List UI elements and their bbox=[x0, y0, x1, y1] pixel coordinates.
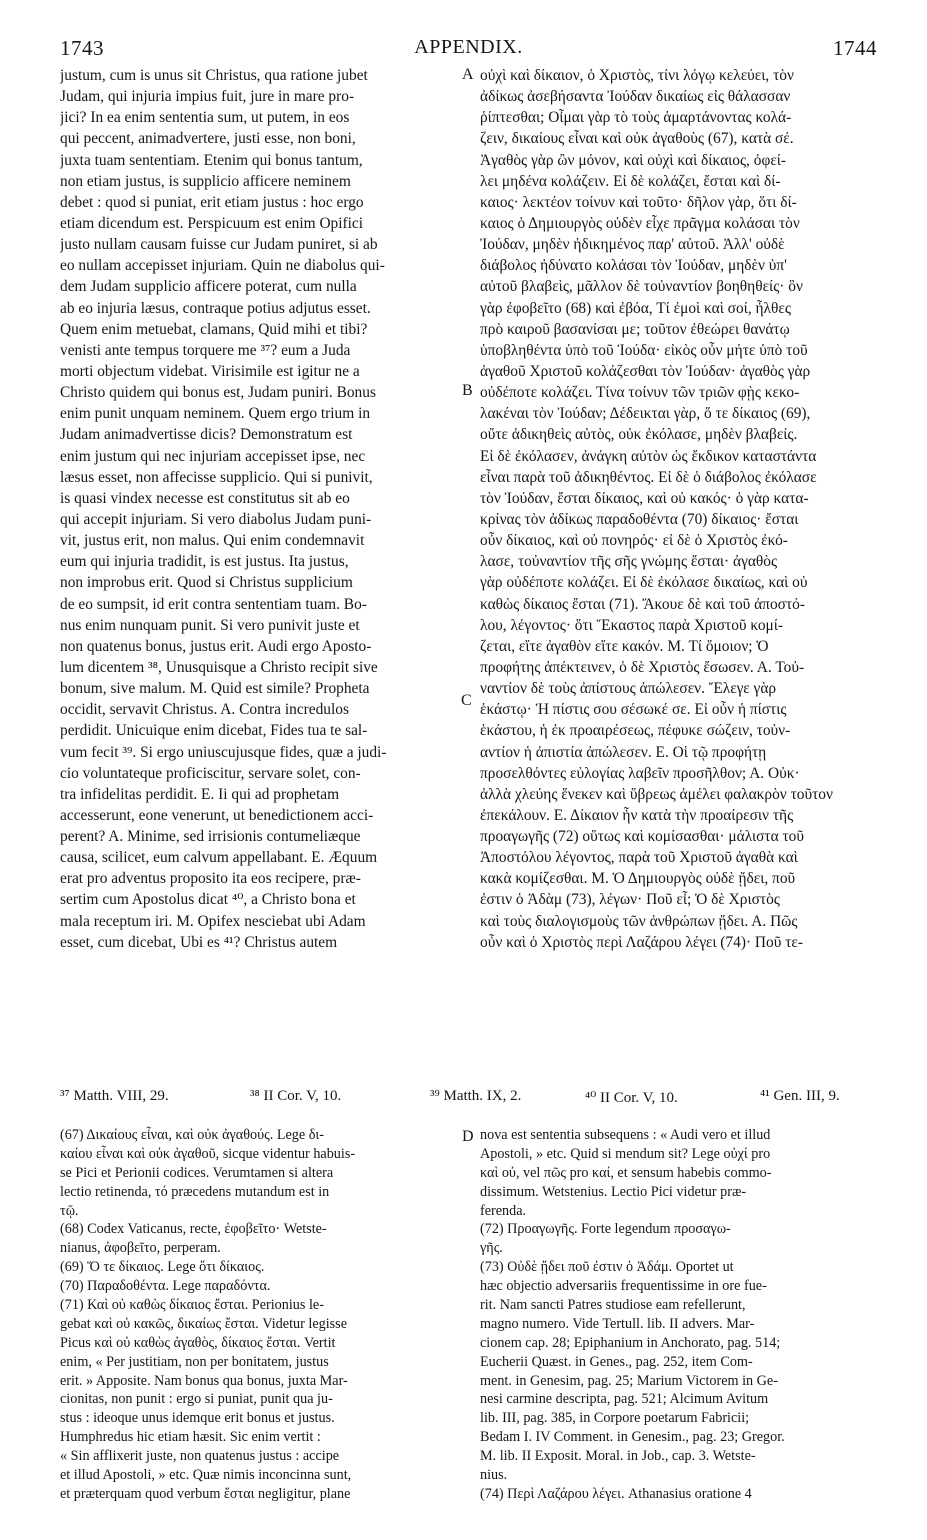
latin-text-line: causa, scilicet, eum calvum appellabant. E. Æquum bbox=[60, 849, 378, 867]
latin-text-line: is quasi vindex necesse est constitutus sit ab eo bbox=[60, 489, 350, 507]
note-line: nova est sententia subsequens : « Audi vero et illud bbox=[480, 1127, 771, 1143]
greek-text-line: λακέναι τὸν Ἰούδαν; Δέδεικται γὰρ, ὅ τε δίκαιος (69), bbox=[480, 405, 811, 423]
latin-text-line: esset, cum dicebat, Ubi es ⁴¹? Christus autem bbox=[60, 933, 338, 951]
greek-text-line: ἐπεκάλουν. Ε. Δίκαιον ἦν κατὰ τὴν προαίρεσιν τῆς bbox=[480, 806, 794, 824]
greek-text-line: εἶναι παρὰ τοῦ ἀδικηθέντος. Εἰ δὲ ὁ διάβολος ἐκόλασε bbox=[480, 468, 817, 486]
note-line: dissimum. Wetstenius. Lectio Pici videtur præ- bbox=[480, 1183, 747, 1200]
greek-text-line: ὑποβληθέντα ὑπὸ τοῦ Ἰούδα· εἰκὸς οὖν μήτε ὑπὸ τοῦ bbox=[480, 341, 808, 359]
note-line: et præterquam quod verbum ἔσται negligitur, plane bbox=[60, 1485, 351, 1502]
latin-text-line: dem Judam supplicio afficere poterat, cum nulla bbox=[60, 278, 357, 296]
latin-text-line: sertim cum Apostolus dicat ⁴⁰, a Christo bona et bbox=[60, 891, 356, 909]
notes-column-left bbox=[60, 1126, 460, 1504]
greek-text-line: οὐχὶ καὶ δίκαιον, ὁ Χριστὸς, τίνι λόγῳ κελεύει, τὸν bbox=[480, 67, 794, 84]
greek-text-line: κακὰ κομίζεσθαι. Μ. Ὁ Δημιουργὸς οὐδὲ ᾔδει, ποῦ bbox=[480, 870, 796, 888]
latin-text-line: occidit, servavit Christus. A. Contra incredulos bbox=[60, 701, 349, 719]
latin-text-line: non etiam justus, is supplicio afficere neminem bbox=[60, 172, 351, 190]
section-marker-c: C bbox=[461, 692, 472, 709]
note-line: cionem cap. 28; Epiphanium in Anchorato, pag. 514; bbox=[480, 1334, 781, 1351]
note-line: hæc objectio adversariis frequentissime in ore fue- bbox=[480, 1278, 767, 1295]
latin-text-line: morti objectum videbat. Virisimile est igitur ne a bbox=[60, 362, 360, 380]
note-line: (69) Ὅ τε δίκαιος. Lege ὅτι δίκαιος. bbox=[60, 1259, 265, 1276]
greek-text-line: καιος· λεκτέον τοίνυν καὶ τοῦτο· δῆλον γὰρ, ὅτι δί- bbox=[480, 193, 797, 211]
greek-text-line: αντίον ἡ ἀπιστία ἀπώλεσεν. Ε. Οἱ τῷ προφήτῃ bbox=[480, 743, 767, 761]
note-line: se Pici et Perionii codices. Verumtamen si altera bbox=[60, 1164, 334, 1181]
note-line: « Sin afflixerit juste, non quatenus justus : accipe bbox=[60, 1448, 340, 1465]
greek-text-line: οὖν καὶ ὁ Χριστὸς περὶ Λαζάρου λέγει (74)· Ποῦ τε- bbox=[480, 933, 803, 951]
greek-text-line: καιος ὁ Δημιουργὸς οὐδὲν εἶχε πρᾶγμα κολάσαι τὸν bbox=[480, 214, 800, 232]
latin-text-line: erat pro adventus proposito ita eos recipere, præ- bbox=[60, 870, 361, 888]
latin-text-line: vum fecit ³⁹. Si ergo uniuscujusque fides, quæ a judi- bbox=[60, 743, 387, 761]
latin-text-line: debet : quod si puniat, erit etiam justus : hoc ergo bbox=[60, 193, 364, 211]
latin-text-line: tra infidelitas perdidit. E. Ii qui ad prophetam bbox=[60, 785, 340, 803]
note-line: nianus, ἀφοβεῖτο, perperam. bbox=[60, 1240, 221, 1257]
note-line: lib. III, pag. 385, in Corpore poetarum Fabricii; bbox=[480, 1410, 750, 1427]
greek-text-line: πρὸ καιροῦ βασανίσαι με; τοῦτον ἐθεώρει θανάτῳ bbox=[480, 320, 790, 338]
greek-text-line: ἀγαθοῦ Χριστοῦ κολάζεσθαι τὸν Ἰούδαν· ἀγαθὸς γὰρ bbox=[480, 362, 811, 380]
note-line: et illud Apostoli, » etc. Quæ nimis inconcinna sunt, bbox=[60, 1467, 352, 1484]
latin-text-line: bonum, sive malum. M. Quid est simile? Propheta bbox=[60, 680, 370, 698]
latin-text-line: læsus esset, non affecisse supplicio. Qui si punivit, bbox=[60, 468, 373, 486]
note-line: Eucherii Quæst. in Genes., pag. 252, item Com- bbox=[480, 1353, 753, 1370]
note-line: ferenda. bbox=[480, 1202, 527, 1219]
greek-text-line: λασε, τοὐναντίον τῆς σῆς γνώμης ἔσται· ἀγαθὸς bbox=[480, 553, 778, 571]
note-line: (68) Codex Vaticanus, recte, ἐφοβεῖτο· Wetste- bbox=[60, 1221, 327, 1238]
greek-text-line: ἐστιν ὁ Ἀδὰμ (73), λέγων· Ποῦ εἶ; Ὁ δὲ Χριστὸς bbox=[480, 891, 780, 909]
note-line: (67) Δικαίους εἶναι, καὶ οὐκ ἀγαθούς. Lege δι- bbox=[60, 1127, 324, 1143]
latin-text-line: mala receptum iri. M. Opifex nesciebat ubi Adam bbox=[60, 912, 366, 930]
note-line: M. lib. II Exposit. Moral. in Job., cap. 3. Wetste- bbox=[480, 1448, 756, 1465]
latin-text-line: accesserunt, eone venerunt, ut benedictionem acci- bbox=[60, 806, 374, 824]
latin-text-line: justo nullam causam fuisse cur Judam puniret, si ab bbox=[60, 236, 378, 254]
latin-text-line: venisti ante tempus torquere me ³⁷? eum a Juda bbox=[60, 341, 351, 359]
latin-text-line: jici? In ea enim sententia sum, ut putem, in eos bbox=[60, 109, 350, 127]
note-line: (70) Παραδοθέντα. Lege παραδόντα. bbox=[60, 1278, 271, 1295]
scripture-references bbox=[60, 1088, 887, 1112]
greek-text-line: Εἰ δὲ ἐκόλασεν, ἀνάγκη αὐτὸν ὡς ἔκδικον καταστάντα bbox=[480, 447, 817, 465]
latin-text-line: Judam animadvertisse dicis? Demonstratum est bbox=[60, 426, 353, 444]
greek-text-line: ναντίον δὲ τοὺς ἀπίστους ἀπώλεσεν. Ἔλεγε γὰρ bbox=[480, 680, 777, 698]
note-line: magno numero. Vide Tertull. lib. II advers. Mar- bbox=[480, 1315, 755, 1332]
greek-text-line: ζεται, εἴτε ἀγαθὸν εἴτε κακόν. Μ. Τί ὅμοιον; Ὁ bbox=[480, 637, 769, 655]
latin-text-line: Christo quidem qui bonus est, Judam puniri. Bonus bbox=[60, 384, 376, 402]
latin-text-line: etiam dicendum est. Perspicuum est enim Opifici bbox=[60, 214, 364, 232]
latin-text-line: eo nullam accepisset injuriam. Quin ne diabolus qui- bbox=[60, 257, 385, 275]
greek-text-column bbox=[480, 65, 895, 953]
greek-text-line: αὐτοῦ βλαβεὶς, μᾶλλον δὲ τοὐναντίον βοηθηθείς· ὃν bbox=[480, 278, 803, 296]
greek-text-line: προαγωγῆς (72) οὕτως καὶ κομίσασθαι· μάλιστα τοῦ bbox=[480, 828, 804, 846]
latin-text-line: Judam, qui injuria impius fuit, jure in mare pro- bbox=[60, 88, 355, 106]
greek-text-line: οὖν δίκαιος, καὶ οὐ πονηρός· εἰ δὲ ὁ Χριστὸς ἐκό- bbox=[480, 532, 788, 550]
latin-text-column bbox=[60, 65, 460, 953]
greek-text-line: ἑκάστῳ· Ἡ πίστις σου σέσωκέ σε. Εἰ οὖν ἡ πίστις bbox=[480, 701, 787, 719]
latin-text-line: enim justum qui nec injuriam accepisset ipse, nec bbox=[60, 447, 366, 465]
greek-text-line: ἑκάστου, ἡ ἐκ προαιρέσεως, πέφυκε σώζειν, τοὐν- bbox=[480, 722, 791, 740]
note-line: nius. bbox=[480, 1467, 508, 1484]
notes-column-right bbox=[480, 1126, 895, 1504]
note-line: (71) Καὶ οὐ καθὼς δίκαιος ἔσται. Perionius le- bbox=[60, 1297, 324, 1314]
greek-text-line: Ἀγαθὸς γὰρ ὢν μόνον, καὶ οὐχὶ καὶ δίκαιος, ὀφεί- bbox=[480, 151, 787, 169]
greek-text-line: οὐδέποτε κολάζει. Τίνα τοίνυν τῶν τριῶν φῂς κεκο- bbox=[480, 384, 800, 402]
note-line: Picus καὶ οὐ καθὼς ἀγαθὸς, δίκαιος ἔσται. Vertit bbox=[60, 1334, 336, 1351]
page-header bbox=[60, 36, 877, 62]
latin-text-line: de eo sumpsit, id erit contra sententiam tuam. Bo- bbox=[60, 595, 367, 613]
greek-text-line: τὸν Ἰούδαν, ἔσται δίκαιος, καὶ οὐ κακός· ὁ γὰρ κατα- bbox=[480, 489, 809, 507]
latin-text-line: non improbus erit. Quod si Christus supplicium bbox=[60, 574, 353, 592]
column-number-left: 1743 bbox=[60, 36, 104, 60]
greek-text-line: γὰρ οὐδέποτε κολάζει. Εἰ δὲ ἐκόλασε δικαίως, καὶ οὐ bbox=[480, 574, 808, 592]
running-title: APPENDIX. bbox=[414, 36, 523, 58]
latin-text-line: justum, cum is unus sit Christus, qua ratione jubet bbox=[60, 67, 368, 84]
latin-text-line: lum dicentem ³⁸, Unusquisque a Christo recipit sive bbox=[60, 658, 378, 676]
greek-text-line: λει μηδένα κολάζειν. Εἰ δὲ κολάζει, ἔσται καὶ δί- bbox=[480, 172, 781, 190]
greek-text-line: καὶ τοὺς διαλογισμοὺς τῶν ἀνθρώπων ᾔδει. Α. Πῶς bbox=[480, 912, 798, 930]
greek-text-line: Ἰούδαν, μηδὲν ἠδικημένος παρ' αὐτοῦ. Ἀλλ' οὐδὲ bbox=[480, 236, 785, 254]
note-line: ment. in Genesim, pag. 25; Marium Victorem in Ge- bbox=[480, 1372, 778, 1389]
note-line: stus : ideoque unus idemque erit bonus et justus. bbox=[60, 1410, 335, 1427]
latin-text-line: ab eo injuria læsus, contraque potius adjutus esset. bbox=[60, 299, 371, 317]
latin-text-line: cio voluntateque proficiscitur, servare solet, con- bbox=[60, 764, 361, 782]
reference-item: ⁴⁰ II Cor. V, 10. bbox=[585, 1090, 678, 1106]
note-line: (72) Προαγωγῆς. Forte legendum προσαγω- bbox=[480, 1221, 731, 1238]
note-line: γῆς. bbox=[480, 1240, 503, 1257]
greek-text-line: οὔτε ἀδικηθεὶς αὐτὸς, οὐκ ἐκόλασε, μηδὲν βλαβείς. bbox=[480, 426, 798, 444]
note-line: καίου εἶναι καὶ οὐκ ἀγαθοῦ, sicque videntur habuis- bbox=[60, 1145, 356, 1162]
greek-text-line: διάβολος ἠδύνατο κολάσαι τὸν Ἰούδαν, μηδὲν ὑπ' bbox=[480, 257, 787, 275]
latin-text-line: non quatenus bonus, justus erit. Audi ergo Aposto- bbox=[60, 637, 372, 655]
latin-text-line: eum qui injuria tradidit, is est justus. Ita justus, bbox=[60, 553, 349, 571]
reference-item: ³⁹ Matth. IX, 2. bbox=[430, 1088, 522, 1104]
greek-text-line: λου, λέγοντος· ὅτι Ἕκαστος παρὰ Χριστοῦ κομί- bbox=[480, 616, 784, 634]
section-marker-d: D bbox=[462, 1128, 474, 1145]
latin-text-line: enim punit unquam neminem. Quem ergo trium in bbox=[60, 405, 371, 423]
note-line: erit. » Apposite. Nam bonus qua bonus, juxta Mar- bbox=[60, 1372, 348, 1389]
note-line: καὶ οὐ, vel πῶς pro καί, et sensum habebis commo- bbox=[480, 1164, 772, 1181]
section-marker-a: A bbox=[462, 66, 474, 83]
greek-text-line: καθὼς δίκαιος ἔσται (71). Ἄκουε δὲ καὶ τοῦ ἀποστό- bbox=[480, 595, 805, 613]
note-line: (73) Οὐδὲ ᾔδει ποῦ ἐστιν ὁ Ἀδάμ. Oportet ut bbox=[480, 1259, 734, 1276]
reference-item: ³⁷ Matth. VIII, 29. bbox=[60, 1088, 169, 1104]
greek-text-line: κρίνας τὸν ἀδίκως παραδοθέντα (70) δίκαιος· ἔσται bbox=[480, 510, 799, 528]
section-marker-b: B bbox=[462, 382, 473, 399]
latin-text-line: nus enim nunquam punit. Si vero punivit juste et bbox=[60, 616, 360, 634]
note-line: lectio retinenda, τό præcedens mutandum est in bbox=[60, 1183, 330, 1200]
greek-text-line: ῥίπτεσθαι; Οἶμαι γὰρ τὸ τοὺς ἁμαρτάνοντας κολά- bbox=[480, 109, 792, 127]
note-line: Apostoli, » etc. Quid si mendum sit? Lege οὐχί pro bbox=[480, 1145, 771, 1162]
note-line: cionitas, non punit : ergo si puniat, punit qua ju- bbox=[60, 1391, 333, 1408]
greek-text-line: ἀλλὰ χλεύης ἕνεκεν καὶ ὕβρεως ἀμέλει φαλακρὸν τοῦτον bbox=[480, 785, 833, 803]
greek-text-line: προσελθόντες εὐλογίας λαβεῖν προσῆλθον; Α. Οὐκ· bbox=[480, 764, 800, 782]
note-line: (74) Περὶ Λαζάρου λέγει. Athanasius oratione 4 bbox=[480, 1485, 752, 1502]
note-line: gebat καὶ οὐ κακῶς, δικαίως ἔσται. Videtur legisse bbox=[60, 1315, 347, 1332]
note-line: Humphredus hic etiam hæsit. Sic enim vertit : bbox=[60, 1429, 321, 1446]
reference-item: ³⁸ II Cor. V, 10. bbox=[250, 1088, 342, 1104]
note-line: Bedam I. IV Comment. in Genesim., pag. 23; Gregor. bbox=[480, 1429, 785, 1446]
latin-text-line: perdidit. Unicuique enim dicebat, Fides tua te sal- bbox=[60, 722, 368, 740]
latin-text-line: qui accepit injuriam. Si vero diabolus Judam puni- bbox=[60, 510, 372, 528]
latin-text-line: qui peccent, animadvertere, justi esse, non boni, bbox=[60, 130, 356, 148]
reference-item: ⁴¹ Gen. III, 9. bbox=[760, 1088, 840, 1104]
latin-text-line: perent? A. Minime, sed irrisionis contumeliæque bbox=[60, 828, 361, 846]
note-line: nesi carmine descripta, pag. 521; Alcimum Avitum bbox=[480, 1391, 769, 1408]
greek-text-line: ἀδίκως ἀσεβήσαντα Ἰούδαν δικαίως εἰς θάλασσαν bbox=[480, 88, 791, 106]
note-line: rit. Nam sancti Patres studiose eam refellerunt, bbox=[480, 1297, 746, 1314]
latin-text-line: Quem enim metuebat, clamans, Quid mihi et tibi? bbox=[60, 320, 368, 338]
greek-text-line: ζειν, δικαίους εἶναι καὶ οὐκ ἀγαθοὺς (67), κατὰ σέ. bbox=[480, 130, 794, 148]
note-line: τῷ. bbox=[60, 1202, 79, 1219]
latin-text-line: juxta tuam sententiam. Etenim qui bonus tantum, bbox=[60, 151, 363, 169]
greek-text-line: γὰρ ἐφοβεῖτο (68) καὶ ἐβόα, Τί ἐμοὶ καὶ σοί, ἦλθες bbox=[480, 299, 791, 317]
greek-text-line: προφήτης ἀπέκτεινεν, ὁ δὲ Χριστὸς ἔσωσεν. Α. Τοὐ- bbox=[480, 658, 805, 676]
latin-text-line: vit, justus erit, non malus. Qui enim condemnavit bbox=[60, 532, 365, 550]
greek-text-line: Ἀποστόλου λέγοντος, παρὰ τοῦ Χριστοῦ ἀγαθὰ καὶ bbox=[480, 849, 798, 867]
note-line: enim, « Per justitiam, non per bonitatem, justus bbox=[60, 1353, 329, 1370]
column-number-right: 1744 bbox=[833, 36, 877, 60]
